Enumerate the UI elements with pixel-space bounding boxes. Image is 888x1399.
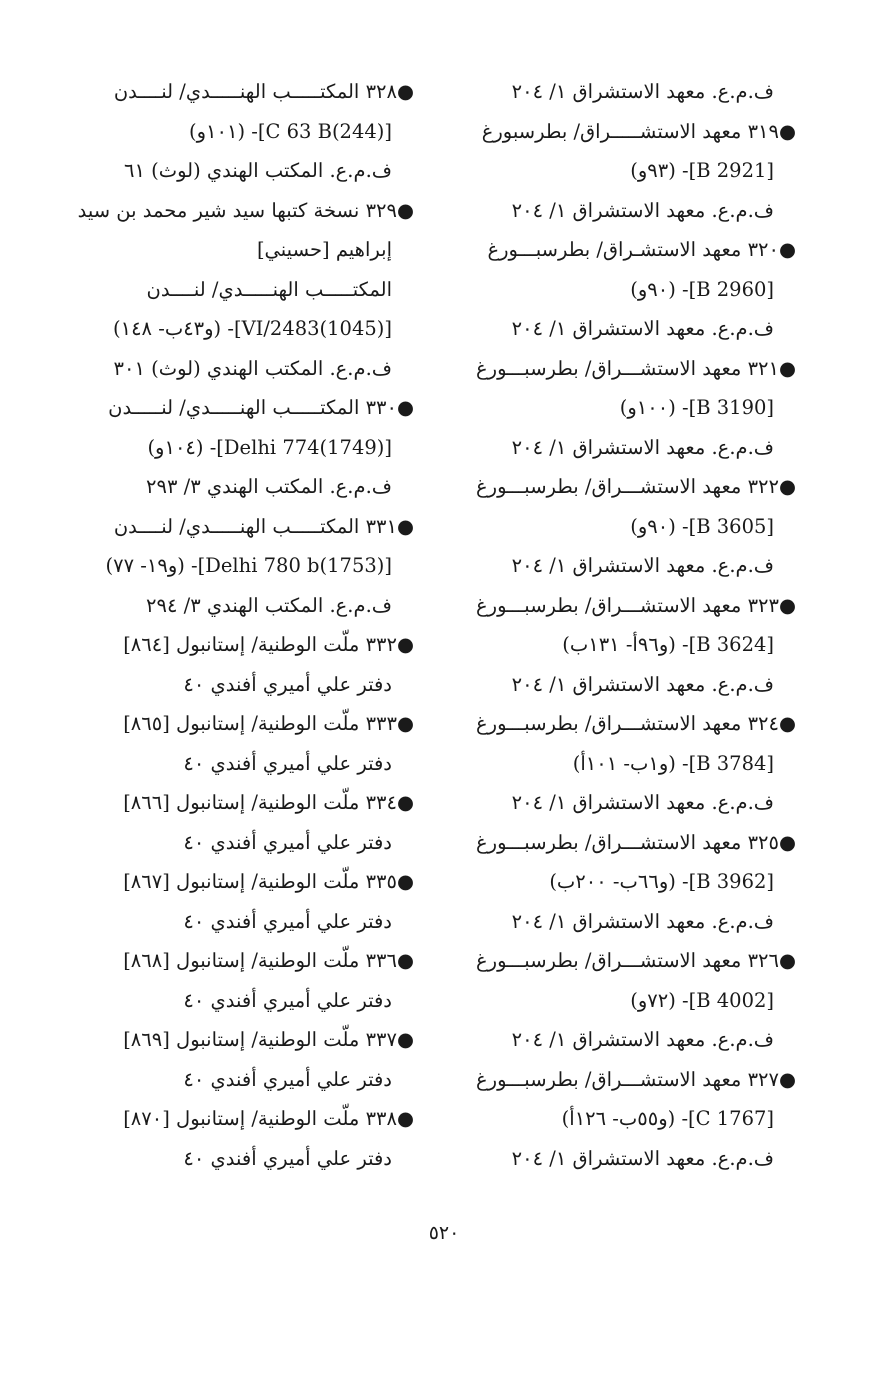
entry-heading-line: ●٣٢٨ المكتـــــب الهنـــــدي/ لنــــدن	[113, 80, 414, 103]
entry-detail-line: إبراهيم [حسيني]	[256, 238, 392, 261]
entry-detail-line: دفتر علي أميري أفندي ٤٠	[183, 751, 392, 775]
entry-detail-line: ف.م.ع. معهد الاستشراق ١/ ٢٠٤	[511, 198, 774, 222]
entry-detail-line: ف.م.ع. معهد الاستشراق ١/ ٢٠٤	[511, 317, 774, 340]
entry-detail-line: [B 4002]- (٧٢و)	[630, 988, 774, 1012]
entry-detail-line: المكتـــــب الهنـــــدي/ لنــــدن	[146, 277, 392, 301]
entry-detail-line: [VI/2483(1045)]- (و٤٣ب- ١٤٨)	[113, 317, 392, 340]
right-column	[456, 72, 796, 1178]
page-number: ٥٢٠	[428, 1222, 460, 1244]
entry-detail-line: ف.م.ع. معهد الاستشراق ١/ ٢٠٤	[511, 80, 774, 103]
entry-detail-line: ف.م.ع. معهد الاستشراق ١/ ٢٠٤	[511, 791, 774, 814]
entry-heading-line: ●٣٢١ معهد الاستشـــراق/ بطرسبـــورغ	[476, 356, 796, 380]
entry-detail-line: ف.م.ع. معهد الاستشراق ١/ ٢٠٤	[511, 554, 774, 577]
entry-heading-line: ●٣٢٤ معهد الاستشـــراق/ بطرسبـــورغ	[476, 712, 796, 735]
entry-detail-line: دفتر علي أميري أفندي ٤٠	[183, 1146, 392, 1170]
entry-detail-line: ف.م.ع. المكتب الهندي ٣/ ٢٩٤	[146, 593, 392, 617]
entry-heading-line: ●٣٢٣ معهد الاستشـــراق/ بطرسبـــورغ	[476, 593, 796, 617]
entry-heading-line: ●٣٢٦ معهد الاستشـــراق/ بطرسبـــورغ	[476, 949, 796, 972]
entry-detail-line: [Delhi 780 b(1753)]- (و١٩- ٧٧)	[105, 554, 392, 577]
entry-heading-line: ●٣٢٥ معهد الاستشـــراق/ بطرسبـــورغ	[476, 830, 796, 854]
entry-detail-line: ف.م.ع. معهد الاستشراق ١/ ٢٠٤	[511, 1028, 774, 1051]
entry-detail-line: [B 3784]- (و١ب- ١٠١أ)	[572, 751, 774, 775]
entry-detail-line: دفتر علي أميري أفندي ٤٠	[183, 830, 392, 854]
entry-heading-line: ●٣٣٢ ملّت الوطنية/ إستانبول [٨٦٤]	[123, 633, 414, 656]
left-column	[76, 72, 414, 1178]
entry-detail-line: ف.م.ع. المكتب الهندي (لوث) ٣٠١	[113, 356, 392, 380]
entry-detail-line: [Delhi 774(1749)]- (١٠٤و)	[147, 435, 392, 459]
entry-heading-line: ●٣٣٠ المكتـــــب الهنـــــدي/ لنـــــدن	[108, 396, 414, 419]
entry-heading-line: ●٣٣٤ ملّت الوطنية/ إستانبول [٨٦٦]	[123, 791, 414, 814]
entry-heading-line: ●٣٣٥ ملّت الوطنية/ إستانبول [٨٦٧]	[123, 870, 414, 893]
entry-detail-line: ف.م.ع. معهد الاستشراق ١/ ٢٠٤	[511, 1146, 774, 1170]
entry-detail-line: دفتر علي أميري أفندي ٤٠	[183, 909, 392, 933]
entry-detail-line: [C 1767]- (و٥٥ب- ١٢٦أ)	[561, 1107, 774, 1130]
entry-detail-line: [B 3962]- (و٦٦ب- ٢٠٠ب)	[549, 870, 774, 893]
entry-detail-line: ف.م.ع. المكتب الهندي (لوث) ٦١	[123, 159, 392, 182]
entry-detail-line: [B 3190]- (١٠٠و)	[619, 396, 774, 419]
entry-detail-line: دفتر علي أميري أفندي ٤٠	[183, 988, 392, 1012]
entry-detail-line: ف.م.ع. معهد الاستشراق ١/ ٢٠٤	[511, 909, 774, 933]
entry-heading-line: ●٣٢٧ معهد الاستشـــراق/ بطرسبـــورغ	[476, 1067, 796, 1091]
entry-detail-line: [B 2960]- (٩٠و)	[630, 277, 774, 301]
entry-detail-line: دفتر علي أميري أفندي ٤٠	[183, 672, 392, 696]
entry-detail-line: ف.م.ع. معهد الاستشراق ١/ ٢٠٤	[511, 672, 774, 696]
entry-heading-line: ●٣١٩ معهد الاستشـــــراق/ بطرسبورغ	[481, 119, 796, 143]
entry-heading-line: ●٣٢٩ نسخة كتبها سيد شير محمد بن سيد	[77, 198, 414, 222]
entry-detail-line: ف.م.ع. المكتب الهندي ٣/ ٢٩٣	[146, 475, 392, 498]
entry-detail-line: ف.م.ع. معهد الاستشراق ١/ ٢٠٤	[511, 435, 774, 459]
entry-heading-line: ●٣٣٧ ملّت الوطنية/ إستانبول [٨٦٩]	[123, 1028, 414, 1051]
entry-detail-line: دفتر علي أميري أفندي ٤٠	[183, 1067, 392, 1091]
entry-detail-line: [B 2921]- (٩٣و)	[630, 159, 774, 182]
entry-heading-line: ●٣٣٣ ملّت الوطنية/ إستانبول [٨٦٥]	[123, 712, 414, 735]
entry-heading-line: ●٣٣٦ ملّت الوطنية/ إستانبول [٨٦٨]	[123, 949, 414, 972]
entry-heading-line: ●٣٣١ المكتـــــب الهنـــــدي/ لنــــدن	[113, 514, 414, 538]
entry-detail-line: [B 3624]- (و٩٦أ- ١٣١ب)	[562, 633, 774, 656]
entry-heading-line: ●٣٣٨ ملّت الوطنية/ إستانبول [٨٧٠]	[123, 1107, 414, 1130]
entry-heading-line: ●٣٢٢ معهد الاستشـــراق/ بطرسبـــورغ	[476, 475, 796, 498]
entry-detail-line: [B 3605]- (٩٠و)	[630, 514, 774, 538]
entry-detail-line: [C 63 B(244)]- (١٠١و)	[189, 119, 392, 143]
entry-heading-line: ●٣٢٠ معهد الاستشـراق/ بطرسبـــورغ	[487, 238, 796, 261]
